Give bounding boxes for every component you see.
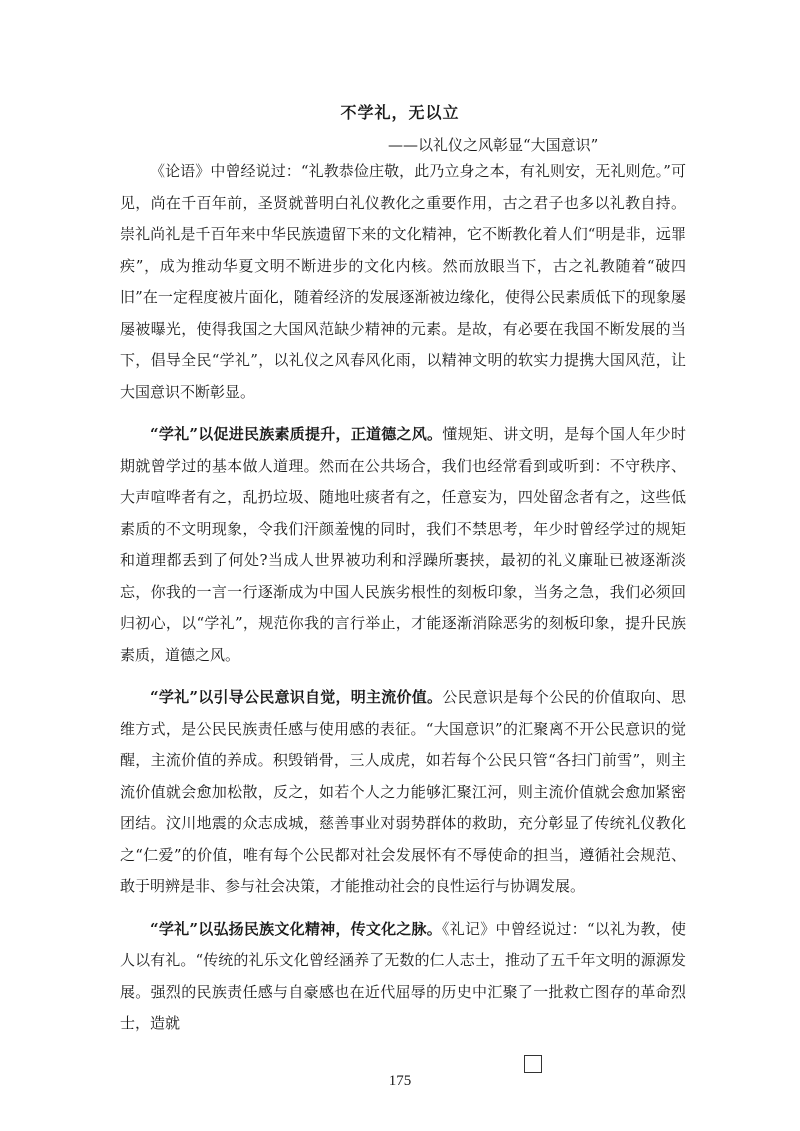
paragraph-lead: “学礼”以弘扬民族文化精神，传文化之脉。 [150,919,443,938]
paragraph-lead: “学礼”以引导公民意识自觉，明主流价值。 [150,688,443,706]
paragraph-text: 公民意识是每个公民的价值取向、思维方式，是公民民族责任感与使用感的表征。“大国意识”的汇聚离不开公民意识的觉醒，主流价值的养成。积毁销骨，三人成虎，如若每个公民只管“各扫门前雪”，则主流价值就会愈加松散，反之，如若个人之力能够汇聚江河，则主流价值就会愈加紧密团结。汶川地震的众志成城，慈善事业对弱势群体的救助，充分彰显了传统礼仪教化之“仁爱”的价值，唯有每个公民都对社会发展怀有不辱使命的担当，遵循社会规范、敢于明辨是非、参与社会决策，才能推动社会的良性运行与协调发展。 [120,688,686,895]
paragraph-4 [120,914,686,1040]
paragraph-1 [120,156,686,408]
paragraph-2 [120,419,686,671]
paragraph-lead: “学礼”以促进民族素质提升，正道德之风。 [150,425,443,443]
paragraph-text: 《论语》中曾经说过：“礼教恭俭庄敬，此乃立身之本，有礼则安，无礼则危。”可见，尚在千百年前，圣贤就普明白礼仪教化之重要作用，古之君子也多以礼教自持。崇礼尚礼是千百年来中华民族遗留下来的文化精神，它不断教化着人们“明是非，远罪疾”，成为推动华夏文明不断进步的文化内核。然而放眼当下，古之礼教随着“破四旧”在一定程度被片面化，随着经济的发展逐渐被边缘化，使得公民素质低下的现象屡屡被曝光，使得我国之大国风范缺少精神的元素。是故，有必要在我国不断发展的当下，倡导全民“学礼”，以礼仪之风春风化雨，以精神文明的软实力提携大国风范，让大国意识不断彰显。 [120,162,686,401]
checkbox-square [524,1055,542,1073]
paragraph-text: 懂规矩、讲文明，是每个国人年少时期就曾学过的基本做人道理。然而在公共场合，我们也经常看到或听到：不守秩序、大声喧哗者有之，乱扔垃圾、随地吐痰者有之，任意妄为，四处留念者有之，这些低素质的不文明现象，令我们汗颜羞愧的同时，我们不禁思考，年少时曾经学过的规矩和道理都丢到了何处?当成人世界被功利和浮躁所裹挟，最初的礼义廉耻已被逐渐淡忘，你我的一言一行逐渐成为中国人民族劣根性的刻板印象，当务之急，我们必须回归初心，以“学礼”，规范你我的言行举止，才能逐渐消除恶劣的刻板印象，提升民族素质，道德之风。 [120,425,686,664]
paragraph-3 [120,682,686,903]
article-body [120,156,686,1051]
paragraph-text: 《礼记》中曾经说过：“以礼为教，使人以有礼。“传统的礼乐文化曾经涵养了无数的仁人志士，推动了五千年文明的源源发展。强烈的民族责任感与自豪感也在近代屈辱的历史中汇聚了一批救亡图存的革命烈士，造就 [120,919,686,1032]
article-title: 不学礼，无以立 [340,103,460,122]
article-subtitle: ——以礼仪之风彰显“大国意识” [388,136,599,154]
page-number: 175 [388,1073,412,1089]
